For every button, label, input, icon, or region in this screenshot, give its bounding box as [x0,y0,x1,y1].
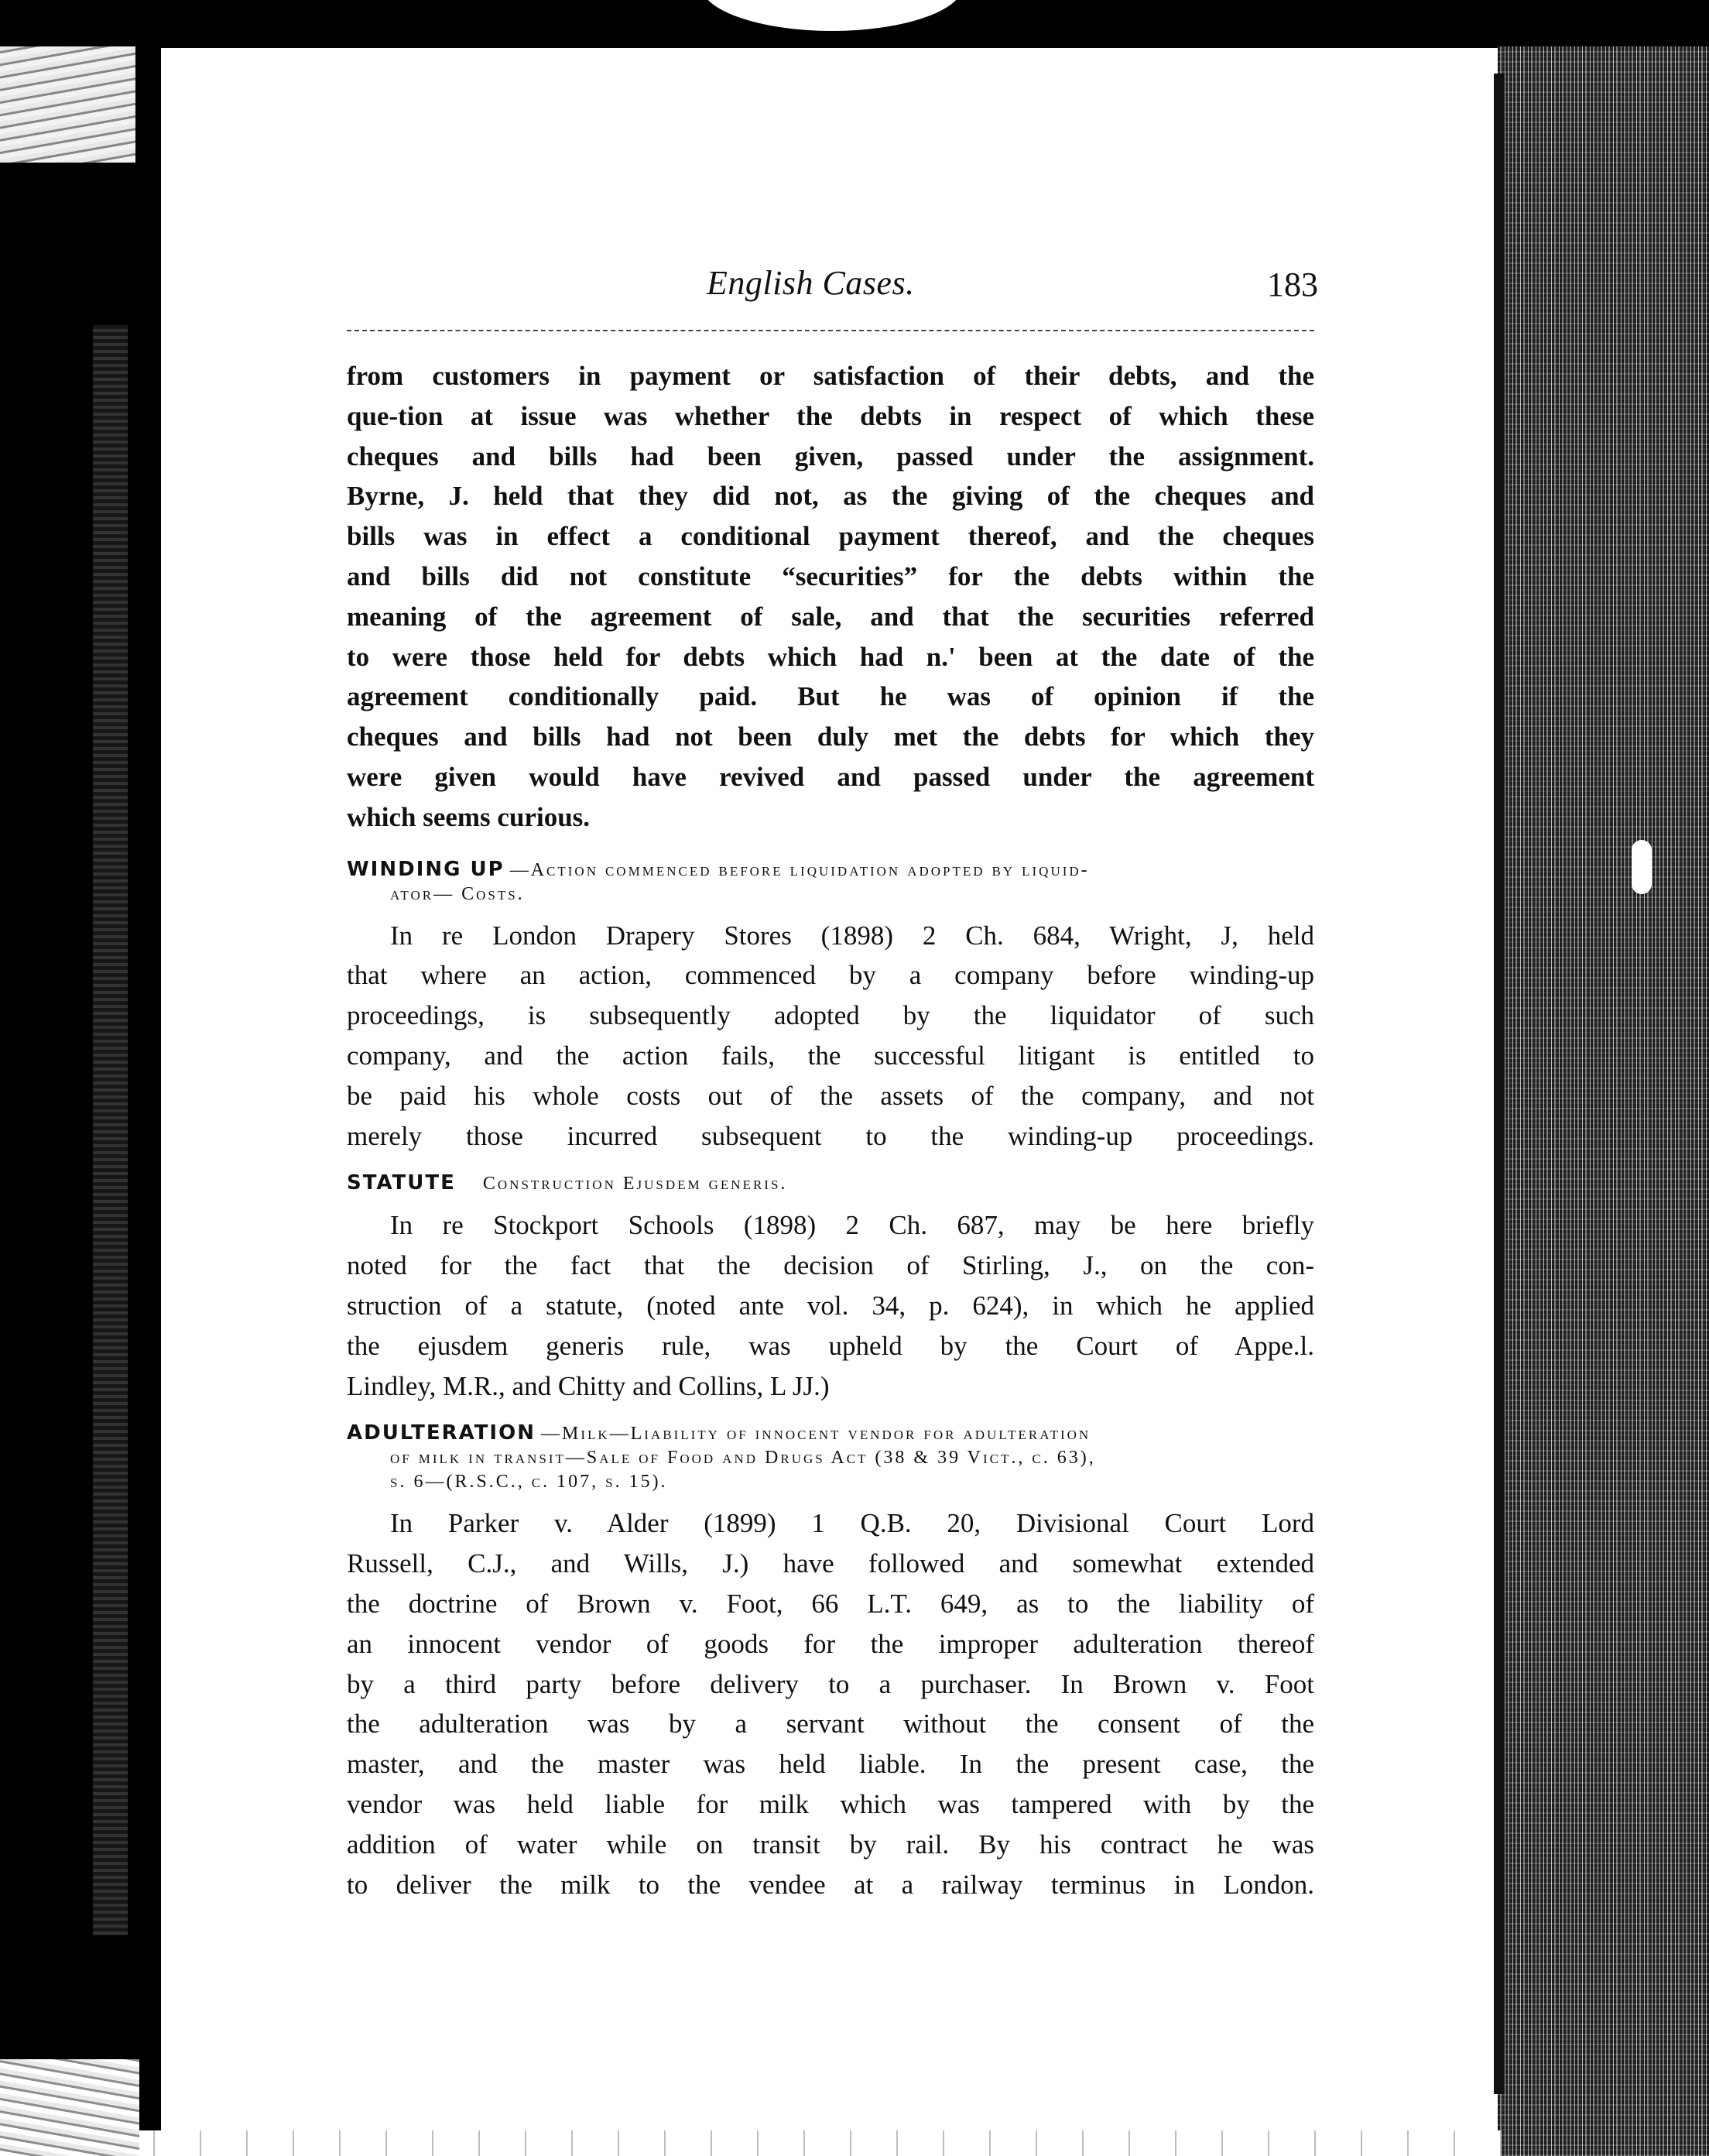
text-line: vendor was held liable for milk which was tampered with by the [347,1788,1314,1819]
case-paragraph [347,1205,1314,1406]
text-line: were given would have revived and passed under the agreement [347,761,1314,792]
scan-edge-left-streak [0,46,135,163]
section-subtitle: of milk in transit—Sale of Food and Drugs Act (38 & 39 Vict., c. 63), [390,1448,1096,1469]
text-line: noted for the fact that the decision of Stirling, J., on the con- [347,1250,1314,1281]
text-line: merely those incurred subsequent to the winding-up proceedings. [347,1120,1314,1151]
section-title: WINDING UP [347,857,505,881]
text-line: from customers in payment or satisfaction of their debts, and the [347,361,1314,391]
text-line: by a third party before delivery to a purchaser. In Brown v. Foot [347,1668,1314,1699]
text-line: bills was in effect a conditional payment thereof, and the cheques [347,521,1314,552]
text-line: agreement conditionally paid. But he was of opinion if the [347,681,1314,712]
text-line: In re London Drapery Stores (1898) 2 Ch. 684, Wright, J, held [390,920,1314,951]
text-line: struction of a statute, (noted ante vol. 34, p. 624), in which he applied [347,1290,1314,1321]
text-line: master, and the master was held liable. In the present case, the [347,1749,1314,1780]
section-subtitle: Construction Ejusdem generis. [482,1174,788,1195]
text-line: Byrne, J. held that they did not, as the giving of the cheques and [347,481,1314,512]
running-head [347,263,1318,317]
scan-edge-left-shadow [93,325,128,1935]
text-line: an innocent vendor of goods for the improper adulteration thereof [347,1628,1314,1659]
case-paragraph [347,1503,1314,1904]
section-title: STATUTE [347,1171,456,1195]
text-line: proceedings, is subsequently adopted by the liquidator of such [347,1000,1314,1031]
text-line: cheques and bills had not been duly met the debts for which they [347,722,1314,752]
scan-edge-left-bottom [0,2059,139,2156]
text-line: In Parker v. Alder (1899) 1 Q.B. 20, Divisional Court Lord [390,1508,1314,1539]
text-line: which seems curious. [347,801,591,832]
text-line: addition of water while on transit by rail. By his contract he was [347,1829,1314,1860]
section-subtitle: s. 6—(R.S.C., c. 107, s. 15). [390,1472,668,1493]
page-number: 183 [1267,266,1318,303]
text-line: and bills did not constitute “securities” for the debts within the [347,560,1314,591]
text-line: to deliver the milk to the vendee at a railway terminus in London. [347,1869,1314,1900]
text-line: In re Stockport Schools (1898) 2 Ch. 687, may be here briefly [390,1210,1314,1241]
text-line: que-tion at issue was whether the debts in respect of which these [347,400,1314,431]
running-head-title: English Cases. [707,264,915,302]
section-title: ADULTERATION [347,1421,536,1445]
scan-edge-bottom [139,2130,1502,2156]
text-line: company, and the action fails, the successful litigant is entitled to [347,1040,1314,1071]
section-subtitle: —Milk—Liability of innocent vendor for adulteration [540,1424,1091,1445]
page-right-border [1494,74,1505,2094]
text-line: meaning of the agreement of sale, and that the securities referred [347,601,1314,632]
text-line: Lindley, M.R., and Chitty and Collins, L JJ.) [347,1370,830,1401]
text-line: the ejusdem generis rule, was upheld by the Court of Appe.l. [347,1330,1314,1361]
text-line: be paid his whole costs out of the assets of the company, and not [347,1080,1314,1111]
page-content [347,263,1318,1900]
section-heading-winding-up [347,858,1314,907]
text-line: cheques and bills had been given, passed under the assignment. [347,440,1314,471]
section-subtitle: —Action commenced before liquidation adopted by liquid- [509,859,1090,880]
section-heading-statute [347,1171,1314,1196]
text-line: Russell, C.J., and Wills, J.) have followed and somewhat extended [347,1548,1314,1579]
scan-edge-right-noise [1498,46,1709,2156]
page-body [347,356,1314,1904]
text-line: the adulteration was by a servant without the consent of the [347,1709,1314,1740]
scan-edge-left [0,0,159,2156]
text-line: the doctrine of Brown v. Foot, 66 L.T. 649, as to the liability of [347,1588,1314,1619]
header-rule [347,330,1314,331]
section-subtitle: ator— Costs. [390,883,525,904]
scan-artifact [1632,840,1652,894]
paragraph-continuation [347,356,1314,838]
case-paragraph [347,916,1314,1157]
section-heading-adulteration [347,1421,1314,1494]
text-line: to were those held for debts which had n.' been at the date of the [347,641,1314,672]
text-line: that where an action, commenced by a company before winding-up [347,960,1314,991]
book-spine [138,48,161,2156]
